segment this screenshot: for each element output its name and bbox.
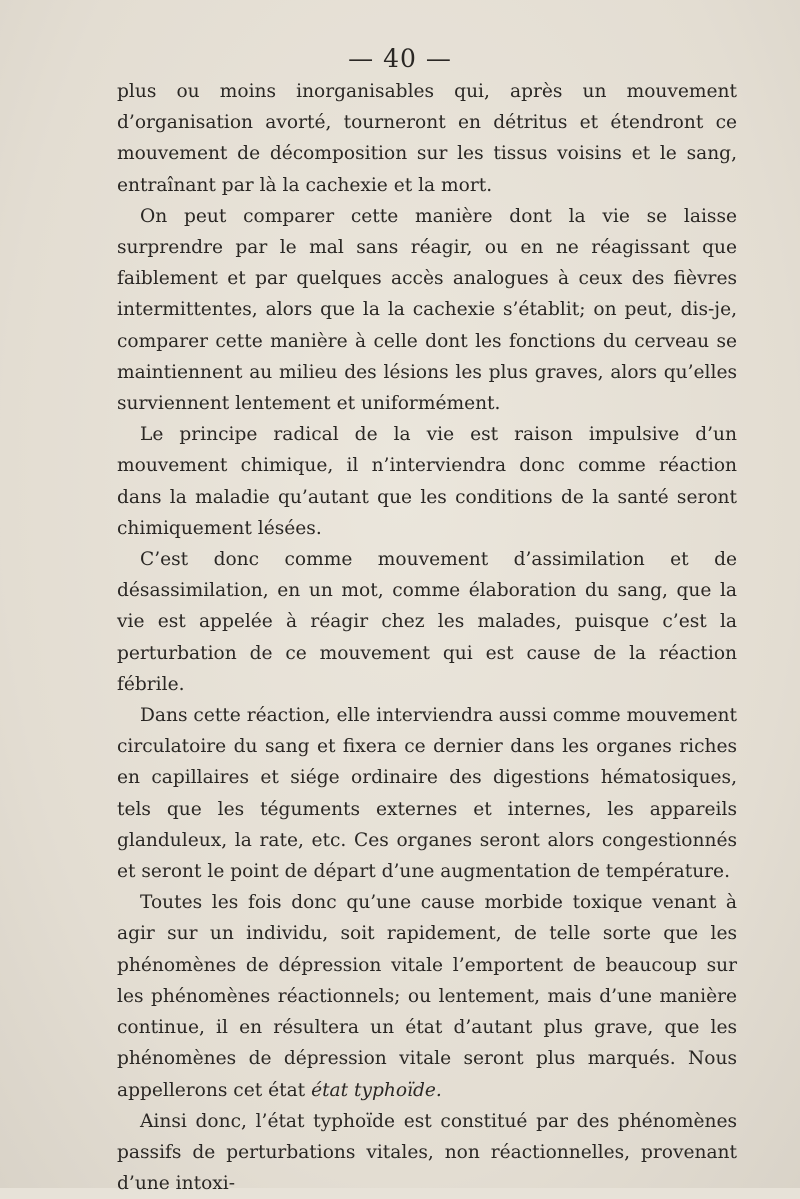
page-number: — 40 — (348, 44, 452, 73)
paragraph-6-text: Toutes les fois donc qu’une cause morbide toxique venant à agir sur un individu, soit rapidement, de telle sorte que les phénomènes de dépression vitale l’emportent de beaucoup sur les phénomènes réactionnels; ou lentement, mais d’une manière continue, il en résultera un état d’autant plus grave, que les phénomènes de dépression vitale seront plus marqués. Nous appellerons cet état (117, 892, 737, 1101)
paragraph-3: Le principe radical de la vie est raison impulsive d’un mouvement chimique, il n’interviendra donc comme réaction dans la maladie qu’autant que les conditions de la santé seront chimiquement lésées. (117, 424, 737, 539)
paragraph-4: C’est donc comme mouvement d’assimilation et de désassimilation, en un mot, comme élaboration du sang, que la vie est appelée à réagir chez les malades, puisque c’est la perturbation de ce mouvement qui est cause de la réaction fébrile. (117, 549, 737, 695)
paragraph-1: plus ou moins inorganisables qui, après un mouvement d’organisation avorté, tourneront en détritus et étendront ce mouvement de décomposition sur les tissus voisins et le sang, entraînant par là la cachexie et la mort. (117, 81, 737, 196)
body-text (117, 76, 737, 1199)
italic-term: état typhoïde. (311, 1079, 442, 1101)
paragraph-2: On peut comparer cette manière dont la vie se laisse surprendre par le mal sans réagir, ou en ne réagissant que faiblement et par quelques accès analogues à ceux des fièvres intermittentes, alors que la la cachexie s’établit; on peut, dis-je, comparer cette manière à celle dont les fonctions du cerveau se maintiennent au milieu des lésions les plus graves, alors qu’elles surviennent lentement et uniformément. (117, 205, 737, 415)
paragraph-6 (117, 887, 737, 1105)
paragraph-7: Ainsi donc, l’état typhoïde est constitué par des phénomènes passifs de perturbations vitales, non réactionnelles, provenant d’une intoxi- (117, 1110, 737, 1195)
paragraph-5: Dans cette réaction, elle interviendra aussi comme mouvement circulatoire du sang et fixera ce dernier dans les organes riches en capillaires et siége ordinaire des digestions hématosiques, tels que les téguments externes et internes, les appareils glanduleux, la rate, etc. Ces organes seront alors congestionnés et seront le point de départ d’une augmentation de température. (117, 705, 737, 883)
